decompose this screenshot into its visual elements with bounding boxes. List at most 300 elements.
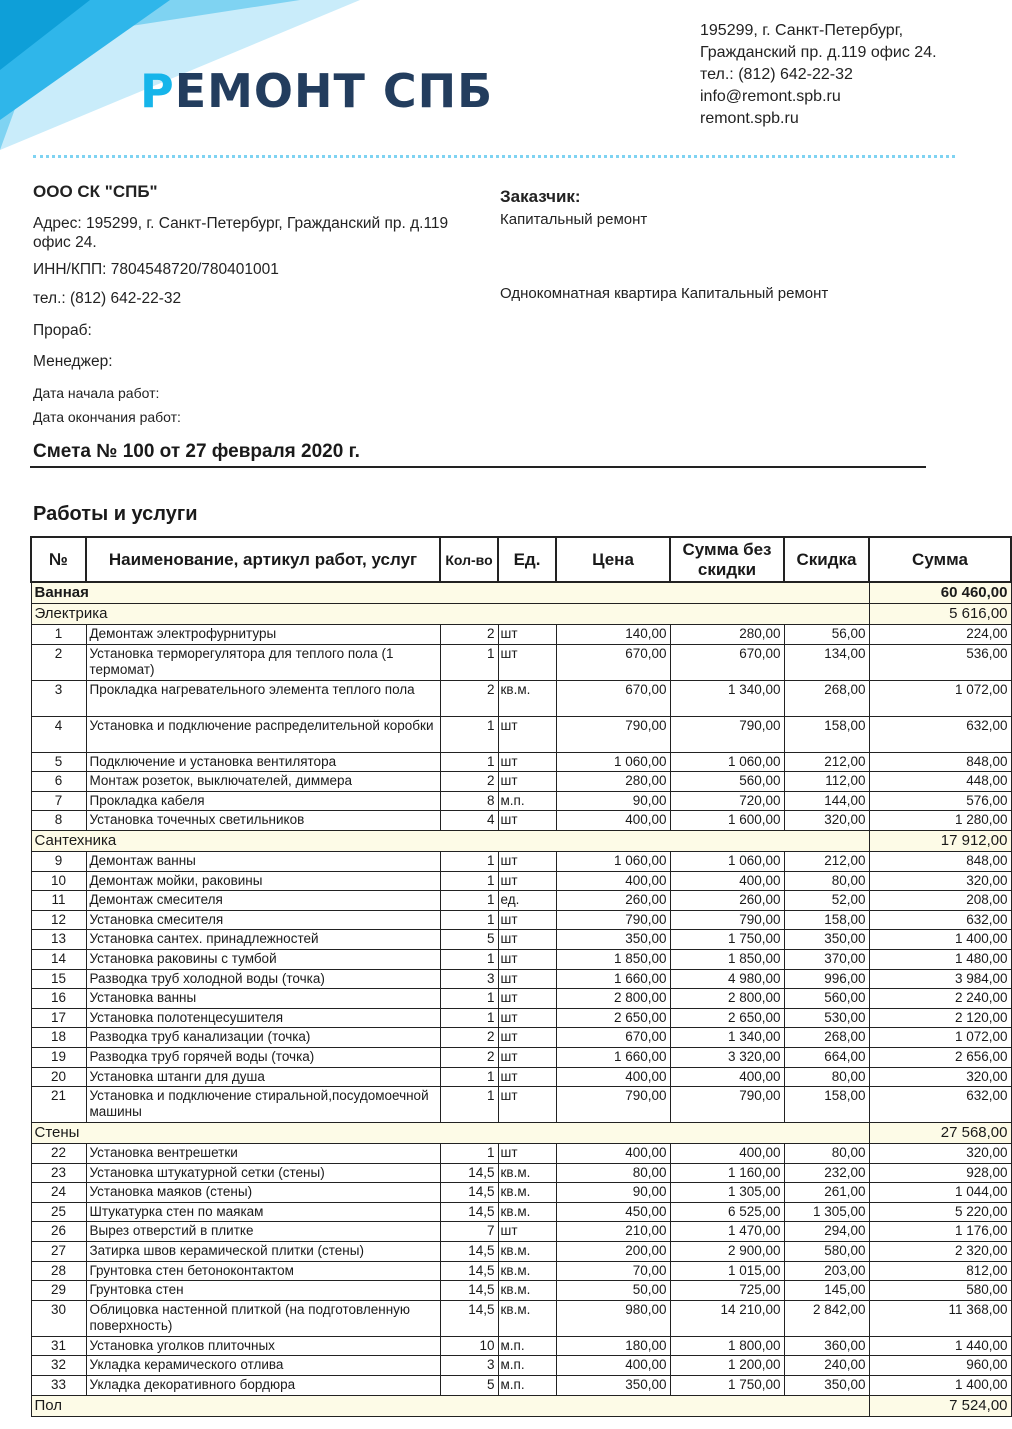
cell-price: 200,00 (556, 1242, 670, 1262)
cell-name: Установка и подключение стиральной,посудомоечной машины (86, 1087, 440, 1123)
logo-first-letter: Р (140, 64, 175, 118)
cell-sum: 632,00 (869, 716, 1011, 752)
cell-sum: 1 400,00 (869, 930, 1011, 950)
cell-discount: 1 305,00 (784, 1202, 869, 1222)
table-row (31, 1242, 1011, 1262)
cell-sum-no-discount: 400,00 (670, 1067, 784, 1087)
cell-price: 670,00 (556, 644, 670, 680)
end-date-label: Дата окончания работ: (33, 409, 181, 425)
category-row (31, 604, 1011, 625)
table-row (31, 1144, 1011, 1164)
cell-name: Установка вентрешетки (86, 1144, 440, 1164)
cell-unit: м.п. (498, 1376, 556, 1396)
cell-discount: 158,00 (784, 1087, 869, 1123)
cell-price: 400,00 (556, 1356, 670, 1376)
cell-unit: шт (498, 1222, 556, 1242)
table-row (31, 1281, 1011, 1301)
cell-quantity: 4 (440, 811, 498, 831)
cell-price: 210,00 (556, 1222, 670, 1242)
cell-discount: 144,00 (784, 791, 869, 811)
cell-number: 12 (31, 910, 86, 930)
table-row (31, 989, 1011, 1009)
cell-unit: шт (498, 871, 556, 891)
cell-price: 790,00 (556, 910, 670, 930)
cell-number: 32 (31, 1356, 86, 1376)
cell-name: Установка и подключение распределительной коробки (86, 716, 440, 752)
cell-sum-no-discount: 725,00 (670, 1281, 784, 1301)
cell-quantity: 14,5 (440, 1281, 498, 1301)
cell-sum: 3 984,00 (869, 969, 1011, 989)
cell-discount: 158,00 (784, 716, 869, 752)
cell-name: Прокладка нагревательного элемента теплого пола (86, 680, 440, 716)
table-row (31, 1261, 1011, 1281)
cell-name: Штукатурка стен по маякам (86, 1202, 440, 1222)
category-total: 7 524,00 (869, 1395, 1011, 1416)
cell-discount: 294,00 (784, 1222, 869, 1242)
cell-price: 1 060,00 (556, 851, 670, 871)
contact-email[interactable]: info@remont.spb.ru (700, 88, 841, 105)
cell-quantity: 14,5 (440, 1261, 498, 1281)
cell-name: Установка уголков плиточных (86, 1336, 440, 1356)
cell-unit: шт (498, 1144, 556, 1164)
cell-discount: 580,00 (784, 1242, 869, 1262)
cell-number: 15 (31, 969, 86, 989)
table-row (31, 752, 1011, 772)
cell-sum-no-discount: 2 800,00 (670, 989, 784, 1009)
cell-unit: шт (498, 1067, 556, 1087)
cell-number: 11 (31, 891, 86, 911)
header-quantity: Кол-во (440, 537, 498, 582)
cell-quantity: 5 (440, 930, 498, 950)
category-name: Ванная (31, 582, 869, 604)
cell-discount: 2 842,00 (784, 1300, 869, 1336)
cell-price: 50,00 (556, 1281, 670, 1301)
header-number: № (31, 537, 86, 582)
cell-name: Грунтовка стен (86, 1281, 440, 1301)
cell-quantity: 1 (440, 949, 498, 969)
cell-name: Установка сантех. принадлежностей (86, 930, 440, 950)
cell-number: 23 (31, 1163, 86, 1183)
cell-name: Установка ванны (86, 989, 440, 1009)
cell-quantity: 2 (440, 625, 498, 645)
cell-sum: 960,00 (869, 1356, 1011, 1376)
cell-number: 27 (31, 1242, 86, 1262)
cell-sum: 320,00 (869, 1144, 1011, 1164)
table-row (31, 1300, 1011, 1336)
cell-unit: шт (498, 625, 556, 645)
table-row (31, 1067, 1011, 1087)
cell-number: 9 (31, 851, 86, 871)
cell-sum: 812,00 (869, 1261, 1011, 1281)
cell-number: 2 (31, 644, 86, 680)
cell-quantity: 1 (440, 871, 498, 891)
cell-number: 24 (31, 1183, 86, 1203)
table-row (31, 1028, 1011, 1048)
category-row (31, 830, 1011, 851)
cell-sum: 848,00 (869, 752, 1011, 772)
table-row (31, 716, 1011, 752)
cell-unit: шт (498, 930, 556, 950)
table-row (31, 891, 1011, 911)
header-sum-no-discount: Сумма без скидки (670, 537, 784, 582)
cell-sum: 928,00 (869, 1163, 1011, 1183)
cell-price: 350,00 (556, 1376, 670, 1396)
cell-discount: 52,00 (784, 891, 869, 911)
cell-price: 1 660,00 (556, 969, 670, 989)
cell-sum: 320,00 (869, 871, 1011, 891)
category-total: 60 460,00 (869, 582, 1011, 604)
cell-sum-no-discount: 1 340,00 (670, 1028, 784, 1048)
cell-unit: кв.м. (498, 680, 556, 716)
cell-sum-no-discount: 1 305,00 (670, 1183, 784, 1203)
cell-discount: 80,00 (784, 1144, 869, 1164)
cell-discount: 212,00 (784, 851, 869, 871)
cell-price: 790,00 (556, 1087, 670, 1123)
cell-number: 28 (31, 1261, 86, 1281)
cell-name: Вырез отверстий в плитке (86, 1222, 440, 1242)
cell-number: 31 (31, 1336, 86, 1356)
header-discount: Скидка (784, 537, 869, 582)
cell-sum-no-discount: 1 750,00 (670, 1376, 784, 1396)
table-row (31, 644, 1011, 680)
cell-discount: 350,00 (784, 1376, 869, 1396)
cell-number: 7 (31, 791, 86, 811)
logo-rest: ЕМОНТ СПБ (174, 64, 494, 118)
cell-discount: 360,00 (784, 1336, 869, 1356)
cell-unit: кв.м. (498, 1300, 556, 1336)
cell-quantity: 1 (440, 1008, 498, 1028)
cell-sum-no-discount: 1 750,00 (670, 930, 784, 950)
cell-number: 22 (31, 1144, 86, 1164)
cell-sum-no-discount: 790,00 (670, 716, 784, 752)
cell-sum: 1 480,00 (869, 949, 1011, 969)
table-body (31, 582, 1011, 1416)
cell-unit: шт (498, 851, 556, 871)
cell-price: 90,00 (556, 791, 670, 811)
cell-sum-no-discount: 400,00 (670, 871, 784, 891)
cell-price: 80,00 (556, 1163, 670, 1183)
cell-quantity: 1 (440, 851, 498, 871)
cell-quantity: 2 (440, 680, 498, 716)
cell-unit: шт (498, 811, 556, 831)
cell-price: 2 800,00 (556, 989, 670, 1009)
cell-price: 90,00 (556, 1183, 670, 1203)
cell-name: Разводка труб горячей воды (точка) (86, 1047, 440, 1067)
contact-address-line2: Гражданский пр. д.119 офис 24. (700, 44, 937, 61)
cell-sum-no-discount: 6 525,00 (670, 1202, 784, 1222)
cell-unit: м.п. (498, 791, 556, 811)
cell-unit: шт (498, 1047, 556, 1067)
cell-unit: шт (498, 644, 556, 680)
cell-discount: 145,00 (784, 1281, 869, 1301)
cell-quantity: 1 (440, 716, 498, 752)
foreman-label: Прораб: (33, 322, 92, 339)
cell-sum: 11 368,00 (869, 1300, 1011, 1336)
cell-price: 1 850,00 (556, 949, 670, 969)
cell-sum: 580,00 (869, 1281, 1011, 1301)
cell-unit: шт (498, 1028, 556, 1048)
cell-price: 280,00 (556, 772, 670, 792)
table-row (31, 949, 1011, 969)
cell-unit: шт (498, 716, 556, 752)
cell-price: 670,00 (556, 1028, 670, 1048)
cell-sum: 1 440,00 (869, 1336, 1011, 1356)
cell-sum-no-discount: 280,00 (670, 625, 784, 645)
document-title: Смета № 100 от 27 февраля 2020 г. (33, 441, 360, 462)
cell-quantity: 10 (440, 1336, 498, 1356)
cell-number: 8 (31, 811, 86, 831)
cell-number: 17 (31, 1008, 86, 1028)
cell-number: 20 (31, 1067, 86, 1087)
cell-name: Установка точечных светильников (86, 811, 440, 831)
cell-unit: ед. (498, 891, 556, 911)
contact-address-line1: 195299, г. Санкт-Петербург, (700, 22, 904, 39)
contact-website[interactable]: remont.spb.ru (700, 110, 799, 127)
table-row (31, 1183, 1011, 1203)
cell-sum: 632,00 (869, 1087, 1011, 1123)
table-row (31, 625, 1011, 645)
cell-discount: 203,00 (784, 1261, 869, 1281)
table-row (31, 1163, 1011, 1183)
cell-discount: 268,00 (784, 680, 869, 716)
cell-unit: кв.м. (498, 1242, 556, 1262)
cell-sum-no-discount: 720,00 (670, 791, 784, 811)
cell-quantity: 1 (440, 891, 498, 911)
category-total: 5 616,00 (869, 604, 1011, 625)
table-row (31, 1356, 1011, 1376)
cell-quantity: 1 (440, 1067, 498, 1087)
cell-number: 4 (31, 716, 86, 752)
table-row (31, 772, 1011, 792)
table-row (31, 1222, 1011, 1242)
cell-quantity: 14,5 (440, 1300, 498, 1336)
cell-sum-no-discount: 1 340,00 (670, 680, 784, 716)
category-row (31, 582, 1011, 604)
cell-number: 10 (31, 871, 86, 891)
company-inn: ИНН/КПП: 7804548720/780401001 (33, 261, 279, 278)
cell-quantity: 7 (440, 1222, 498, 1242)
cell-unit: шт (498, 989, 556, 1009)
cell-unit: шт (498, 910, 556, 930)
cell-sum-no-discount: 14 210,00 (670, 1300, 784, 1336)
cell-name: Демонтаж смесителя (86, 891, 440, 911)
cell-sum-no-discount: 3 320,00 (670, 1047, 784, 1067)
cell-name: Установка полотенцесушителя (86, 1008, 440, 1028)
cell-sum: 536,00 (869, 644, 1011, 680)
cell-discount: 530,00 (784, 1008, 869, 1028)
cell-number: 33 (31, 1376, 86, 1396)
contact-phone: тел.: (812) 642-22-32 (700, 66, 853, 83)
cell-sum: 1 072,00 (869, 1028, 1011, 1048)
cell-sum: 1 072,00 (869, 680, 1011, 716)
table-row (31, 910, 1011, 930)
manager-label: Менеджер: (33, 353, 113, 370)
customer-label: Заказчик: (500, 187, 581, 206)
cell-sum: 632,00 (869, 910, 1011, 930)
cell-sum-no-discount: 2 900,00 (670, 1242, 784, 1262)
cell-discount: 320,00 (784, 811, 869, 831)
cell-number: 19 (31, 1047, 86, 1067)
cell-price: 260,00 (556, 891, 670, 911)
cell-sum-no-discount: 1 850,00 (670, 949, 784, 969)
header-price: Цена (556, 537, 670, 582)
cell-quantity: 14,5 (440, 1183, 498, 1203)
cell-name: Монтаж розеток, выключателей, диммера (86, 772, 440, 792)
cell-sum: 848,00 (869, 851, 1011, 871)
cell-sum: 2 240,00 (869, 989, 1011, 1009)
cell-discount: 261,00 (784, 1183, 869, 1203)
header-name: Наименование, артикул работ, услуг (86, 537, 440, 582)
company-info (33, 182, 453, 425)
company-address: Адрес: 195299, г. Санкт-Петербург, Гражданский пр. д.119 офис 24. (33, 215, 449, 251)
cell-sum: 208,00 (869, 891, 1011, 911)
category-row (31, 1395, 1011, 1416)
company-logo (140, 64, 494, 118)
cell-sum: 320,00 (869, 1067, 1011, 1087)
cell-quantity: 2 (440, 772, 498, 792)
cell-sum-no-discount: 260,00 (670, 891, 784, 911)
cell-number: 21 (31, 1087, 86, 1123)
table-row (31, 811, 1011, 831)
customer-line1: Капитальный ремонт (500, 211, 648, 228)
cell-name: Установка смесителя (86, 910, 440, 930)
cell-price: 980,00 (556, 1300, 670, 1336)
cell-unit: шт (498, 949, 556, 969)
cell-quantity: 14,5 (440, 1242, 498, 1262)
cell-name: Затирка швов керамической плитки (стены) (86, 1242, 440, 1262)
cell-price: 400,00 (556, 871, 670, 891)
cell-quantity: 1 (440, 1144, 498, 1164)
cell-number: 6 (31, 772, 86, 792)
cell-sum-no-discount: 400,00 (670, 1144, 784, 1164)
cell-name: Разводка труб холодной воды (точка) (86, 969, 440, 989)
cell-number: 16 (31, 989, 86, 1009)
cell-discount: 212,00 (784, 752, 869, 772)
category-total: 27 568,00 (869, 1123, 1011, 1144)
cell-unit: кв.м. (498, 1261, 556, 1281)
cell-sum: 576,00 (869, 791, 1011, 811)
cell-discount: 112,00 (784, 772, 869, 792)
cell-unit: шт (498, 1008, 556, 1028)
cell-number: 14 (31, 949, 86, 969)
cell-unit: м.п. (498, 1336, 556, 1356)
cell-number: 5 (31, 752, 86, 772)
cell-discount: 158,00 (784, 910, 869, 930)
cell-name: Установка раковины с тумбой (86, 949, 440, 969)
cell-discount: 240,00 (784, 1356, 869, 1376)
header-sum: Сумма (869, 537, 1011, 582)
cell-name: Укладка декоративного бордюра (86, 1376, 440, 1396)
company-phone: тел.: (812) 642-22-32 (33, 290, 182, 307)
table-row (31, 1202, 1011, 1222)
cell-name: Установка штукатурной сетки (стены) (86, 1163, 440, 1183)
cell-name: Подключение и установка вентилятора (86, 752, 440, 772)
cell-price: 140,00 (556, 625, 670, 645)
cell-quantity: 14,5 (440, 1202, 498, 1222)
cell-sum-no-discount: 560,00 (670, 772, 784, 792)
cell-price: 400,00 (556, 811, 670, 831)
cell-name: Установка терморегулятора для теплого пола (1 термомат) (86, 644, 440, 680)
cell-sum-no-discount: 4 980,00 (670, 969, 784, 989)
cell-unit: шт (498, 1087, 556, 1123)
cell-number: 1 (31, 625, 86, 645)
cell-quantity: 1 (440, 989, 498, 1009)
cell-sum: 1 176,00 (869, 1222, 1011, 1242)
cell-quantity: 1 (440, 752, 498, 772)
cell-price: 670,00 (556, 680, 670, 716)
cell-name: Демонтаж электрофурнитуры (86, 625, 440, 645)
header-contacts (700, 20, 937, 130)
cell-unit: шт (498, 969, 556, 989)
category-total: 17 912,00 (869, 830, 1011, 851)
cell-name: Установка штанги для душа (86, 1067, 440, 1087)
cell-number: 25 (31, 1202, 86, 1222)
table-header-row (31, 537, 1011, 582)
cell-sum: 2 120,00 (869, 1008, 1011, 1028)
cell-sum: 224,00 (869, 625, 1011, 645)
cell-sum: 5 220,00 (869, 1202, 1011, 1222)
cell-price: 1 660,00 (556, 1047, 670, 1067)
section-title: Работы и услуги (33, 503, 198, 525)
header-unit: Ед. (498, 537, 556, 582)
cell-discount: 664,00 (784, 1047, 869, 1067)
cell-discount: 232,00 (784, 1163, 869, 1183)
company-name: ООО СК "СПБ" (33, 182, 158, 201)
cell-quantity: 2 (440, 1047, 498, 1067)
cell-sum-no-discount: 790,00 (670, 1087, 784, 1123)
table-row (31, 1047, 1011, 1067)
table-row (31, 680, 1011, 716)
cell-name: Демонтаж мойки, раковины (86, 871, 440, 891)
cell-sum-no-discount: 1 160,00 (670, 1163, 784, 1183)
table-row (31, 930, 1011, 950)
table-row (31, 851, 1011, 871)
cell-sum-no-discount: 790,00 (670, 910, 784, 930)
cell-unit: м.п. (498, 1356, 556, 1376)
cell-price: 180,00 (556, 1336, 670, 1356)
cell-sum: 1 400,00 (869, 1376, 1011, 1396)
cell-number: 13 (31, 930, 86, 950)
title-underline (30, 466, 926, 468)
cell-unit: шт (498, 772, 556, 792)
cell-quantity: 5 (440, 1376, 498, 1396)
cell-quantity: 3 (440, 1356, 498, 1376)
cell-discount: 560,00 (784, 989, 869, 1009)
cell-discount: 56,00 (784, 625, 869, 645)
cell-discount: 80,00 (784, 871, 869, 891)
cell-number: 29 (31, 1281, 86, 1301)
table-row (31, 1008, 1011, 1028)
cell-price: 350,00 (556, 930, 670, 950)
cell-unit: кв.м. (498, 1202, 556, 1222)
cell-quantity: 14,5 (440, 1163, 498, 1183)
cell-number: 18 (31, 1028, 86, 1048)
table-row (31, 1087, 1011, 1123)
cell-sum-no-discount: 1 060,00 (670, 752, 784, 772)
cell-number: 26 (31, 1222, 86, 1242)
cell-sum: 2 656,00 (869, 1047, 1011, 1067)
cell-unit: кв.м. (498, 1183, 556, 1203)
customer-info (500, 187, 829, 302)
cell-quantity: 2 (440, 1028, 498, 1048)
category-name: Сантехника (31, 830, 869, 851)
cell-name: Демонтаж ванны (86, 851, 440, 871)
estimate-table (30, 536, 1012, 1417)
cell-number: 30 (31, 1300, 86, 1336)
cell-unit: кв.м. (498, 1163, 556, 1183)
cell-name: Грунтовка стен бетоноконтактом (86, 1261, 440, 1281)
cell-sum: 448,00 (869, 772, 1011, 792)
